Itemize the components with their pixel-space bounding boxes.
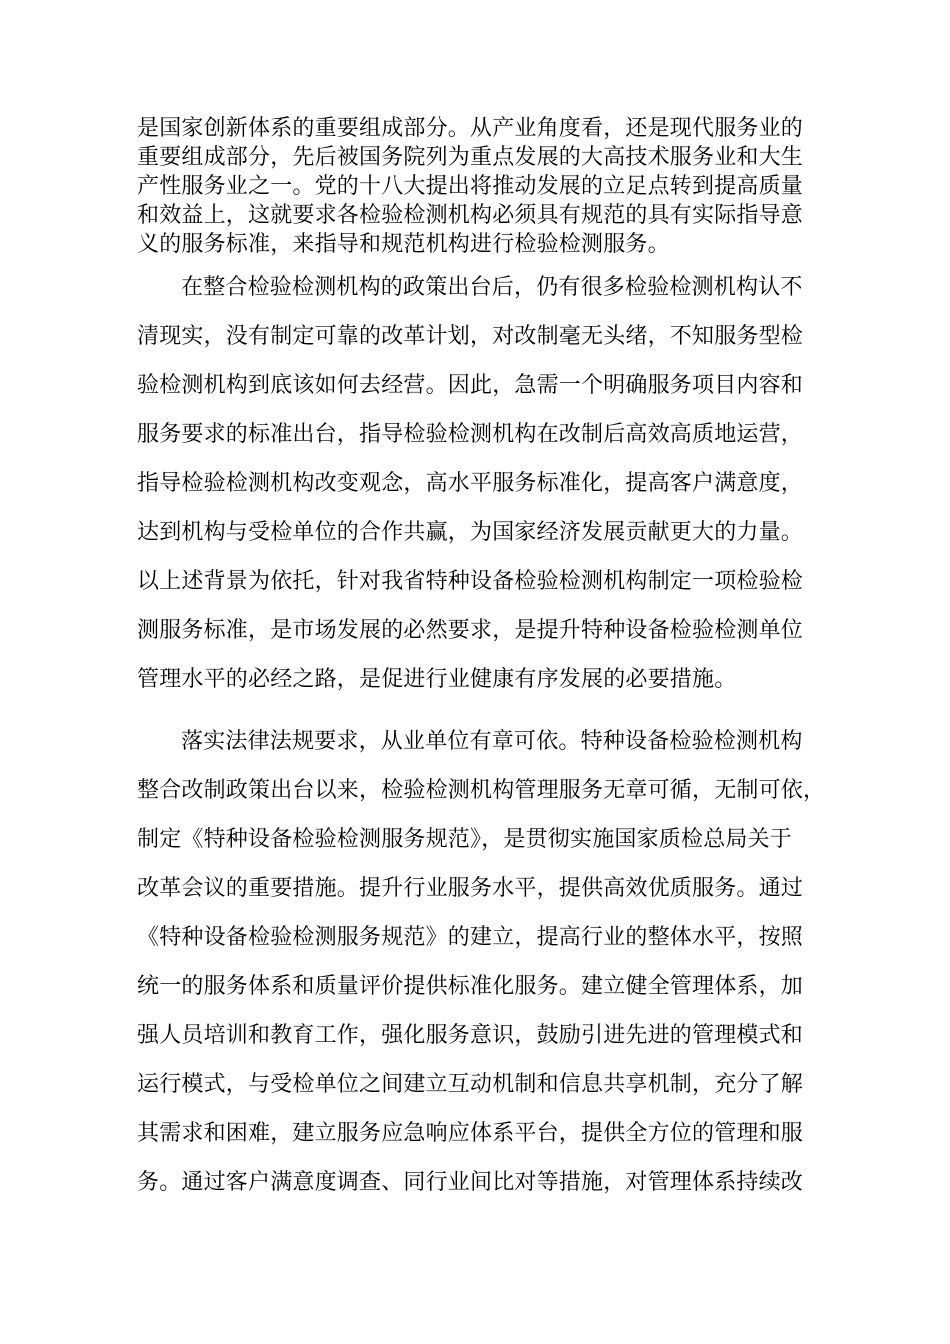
- paragraph-line: 重要组成部分，先后被国务院列为重点发展的大高技术服务业和大生: [137, 145, 804, 170]
- paragraph-line: 服务要求的标准出台，指导检验检测机构在改制后高效高质地运营，: [137, 422, 804, 447]
- paragraph-1: [137, 114, 825, 259]
- paragraph-line: 以上述背景为依托，针对我省特种设备检验检测机构制定一项检验检: [137, 569, 804, 594]
- paragraph-line: 制定《特种设备检验检测服务规范》，是贯彻实施国家质检总局关于: [137, 827, 793, 852]
- paragraph-line: 务。通过客户满意度调查、同行业间比对等措施，对管理体系持续改: [137, 1170, 804, 1195]
- paragraph-line: 义的服务标准，来指导和规范机构进行检验检测服务。: [137, 232, 670, 257]
- paragraph-line: 其需求和困难，建立服务应急响应体系平台，提供全方位的管理和服: [137, 1121, 804, 1146]
- paragraph-line: 运行模式，与受检单位之间建立互动机制和信息共享机制，充分了解: [137, 1072, 804, 1097]
- paragraph-3: [137, 717, 825, 1207]
- paragraph-line: 清现实，没有制定可靠的改革计划，对改制毫无头绪，不知服务型检: [137, 324, 804, 349]
- paragraph-line: 测服务标准，是市场发展的必然要求，是提升特种设备检验检测单位: [137, 618, 804, 643]
- paragraph-line: 强人员培训和教育工作，强化服务意识，鼓励引进先进的管理模式和: [137, 1023, 804, 1048]
- paragraph-line: 在整合检验检测机构的政策出台后，仍有很多检验检测机构认不: [181, 275, 803, 300]
- paragraph-line: 达到机构与受检单位的合作共赢，为国家经济发展贡献更大的力量。: [137, 520, 804, 545]
- paragraph-line: 是国家创新体系的重要组成部分。从产业角度看，还是现代服务业的: [137, 116, 804, 141]
- paragraph-2: [137, 263, 825, 704]
- paragraph-line: 统一的服务体系和质量评价提供标准化服务。建立健全管理体系，加: [137, 974, 804, 999]
- paragraph-line: 落实法律法规要求，从业单位有章可依。特种设备检验检测机构: [181, 729, 803, 754]
- paragraph-line: 整合改制政策出台以来，检验检测机构管理服务无章可循，无制可依，: [137, 778, 826, 803]
- paragraph-line: 管理水平的必经之路，是促进行业健康有序发展的必要措施。: [137, 667, 737, 692]
- paragraph-line: 验检测机构到底该如何去经营。因此，急需一个明确服务项目内容和: [137, 373, 804, 398]
- paragraph-line: 和效益上，这就要求各检验检测机构必须具有规范的具有实际指导意: [137, 203, 804, 228]
- paragraph-line: 指导检验检测机构改变观念，高水平服务标准化，提高客户满意度，: [137, 471, 804, 496]
- paragraph-line: 改革会议的重要措施。提升行业服务水平，提供高效优质服务。通过: [137, 876, 804, 901]
- paragraph-line: 《特种设备检验检测服务规范》的建立，提高行业的整体水平，按照: [137, 925, 804, 950]
- paragraph-line: 产性服务业之一。党的十八大提出将推动发展的立足点转到提高质量: [137, 174, 804, 199]
